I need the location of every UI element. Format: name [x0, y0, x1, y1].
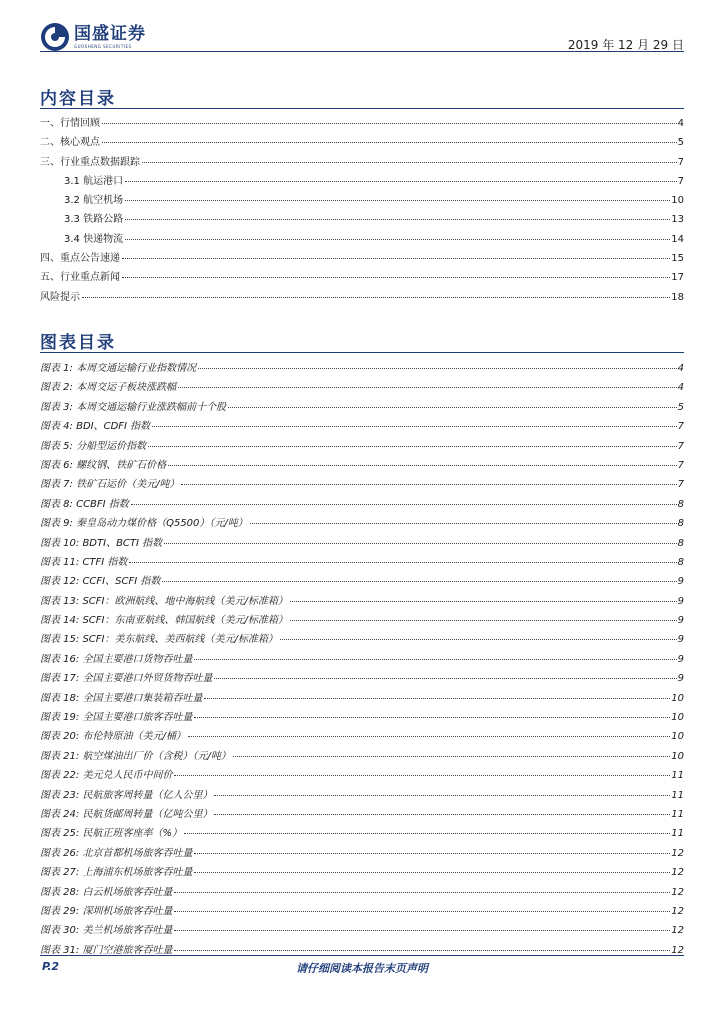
- figure-entry-label: 图表 30: 美兰机场旅客吞吐量: [40, 925, 173, 937]
- figure-entry-page: 9: [677, 576, 684, 588]
- figure-entry[interactable]: [40, 359, 684, 378]
- figure-entry-page: 9: [677, 634, 684, 646]
- contents-list: [40, 114, 684, 307]
- dot-leader: [148, 446, 677, 447]
- toc-entry[interactable]: [40, 288, 684, 307]
- toc-entry-page: 7: [677, 156, 684, 168]
- figure-entry-label: 图表 27: 上海浦东机场旅客吞吐量: [40, 867, 193, 879]
- figure-entry-label: 图表 28: 白云机场旅客吞吐量: [40, 886, 173, 898]
- figure-entry-page: 11: [671, 828, 684, 840]
- figure-entry-label: 图表 11: CTFI 指数: [40, 556, 128, 568]
- logo-subtitle: GUOSHENG SECURITIES: [74, 44, 132, 49]
- figure-entry[interactable]: [40, 766, 684, 785]
- dot-leader: [194, 853, 670, 854]
- figure-entry-page: 5: [677, 401, 684, 413]
- figure-entry[interactable]: [40, 689, 684, 708]
- footer-divider: [40, 955, 684, 956]
- dot-leader: [122, 277, 670, 278]
- figure-entry-page: 8: [677, 556, 684, 568]
- figure-entry-page: 10: [671, 750, 684, 762]
- toc-subentry[interactable]: [40, 191, 684, 210]
- figure-entry[interactable]: [40, 941, 684, 960]
- figure-entry-page: 12: [671, 867, 684, 879]
- toc-entry-page: 14: [671, 233, 684, 245]
- dot-leader: [125, 219, 670, 220]
- figure-entry-label: 图表 18: 全国主要港口集装箱吞吐量: [40, 692, 203, 704]
- dot-leader: [125, 181, 677, 182]
- figure-entry-page: 8: [677, 518, 684, 530]
- toc-entry-page: 5: [677, 137, 684, 149]
- figure-entry[interactable]: [40, 553, 684, 572]
- figure-entry[interactable]: [40, 514, 684, 533]
- figure-entry-label: 图表 25: 民航正班客座率（%）: [40, 828, 182, 840]
- figure-entry[interactable]: [40, 437, 684, 456]
- figure-entry-label: 图表 16: 全国主要港口货物吞吐量: [40, 653, 193, 665]
- figure-entry-label: 图表 20: 布伦特原油（美元/桶）: [40, 731, 186, 743]
- figure-entry[interactable]: [40, 378, 684, 397]
- figure-entry-label: 图表 31: 厦门空港旅客吞吐量: [40, 944, 173, 956]
- figure-entry-label: 图表 24: 民航货邮周转量（亿吨公里）: [40, 808, 213, 820]
- figure-entry-page: 12: [671, 905, 684, 917]
- figure-entry-page: 8: [677, 498, 684, 510]
- figure-entry-page: 10: [671, 731, 684, 743]
- figure-entry[interactable]: [40, 475, 684, 494]
- figure-entry[interactable]: [40, 417, 684, 436]
- figure-entry-page: 7: [677, 459, 684, 471]
- figure-entry-label: 图表 2: 本周交运子板块涨跌幅: [40, 382, 177, 394]
- figure-entry[interactable]: [40, 708, 684, 727]
- figure-entry-label: 图表 1: 本周交通运输行业指数情况: [40, 363, 197, 374]
- toc-entry-page: 13: [671, 214, 684, 226]
- toc-entry[interactable]: [40, 114, 684, 133]
- figure-entry-page: 12: [671, 847, 684, 859]
- figure-entry-label: 图表 17: 全国主要港口外贸货物吞吐量: [40, 673, 213, 685]
- figure-entry-page: 9: [677, 673, 684, 685]
- dot-leader: [125, 200, 670, 201]
- dot-leader: [131, 504, 677, 505]
- figure-entry[interactable]: [40, 650, 684, 669]
- figure-entry[interactable]: [40, 805, 684, 824]
- dot-leader: [214, 678, 676, 679]
- dot-leader: [162, 581, 676, 582]
- figure-entry-page: 11: [671, 770, 684, 782]
- dot-leader: [290, 601, 677, 602]
- figure-entry-page: 10: [671, 712, 684, 724]
- report-date: 2019 年 12 月 29 日: [567, 38, 684, 52]
- figure-entry-page: 12: [671, 925, 684, 937]
- figures-list: [40, 359, 684, 960]
- figure-entry-label: 图表 4: BDI、CDFI 指数: [40, 421, 151, 433]
- toc-entry-label: 五、行业重点新闻: [40, 272, 120, 284]
- toc-entry-label: 3.2 航空机场: [64, 195, 124, 207]
- dot-leader: [250, 523, 677, 524]
- toc-subentry[interactable]: [40, 210, 684, 229]
- figure-entry-label: 图表 21: 航空煤油出厂价（含税）（元/吨）: [40, 750, 231, 762]
- figure-entry[interactable]: [40, 456, 684, 475]
- figure-entry[interactable]: [40, 495, 684, 514]
- figure-entry-label: 图表 5: 分船型运价指数: [40, 440, 147, 452]
- figure-entry-page: 4: [677, 382, 684, 394]
- figure-entry-label: 图表 7: 铁矿石运价（美元/吨）: [40, 479, 180, 491]
- figure-entry[interactable]: [40, 630, 684, 649]
- dot-leader: [102, 142, 677, 143]
- figure-entry-label: 图表 6: 螺纹钢、铁矿石价格: [40, 459, 167, 471]
- figure-entry-page: 12: [671, 944, 684, 956]
- figure-entry[interactable]: [40, 727, 684, 746]
- dot-leader: [198, 368, 677, 369]
- dot-leader: [233, 756, 670, 757]
- dot-leader: [174, 775, 670, 776]
- company-logo: [40, 22, 146, 52]
- dot-leader: [194, 717, 670, 718]
- dot-leader: [184, 833, 670, 834]
- figure-entry[interactable]: [40, 611, 684, 630]
- dot-leader: [194, 659, 676, 660]
- figure-entry[interactable]: [40, 921, 684, 940]
- dot-leader: [102, 123, 677, 124]
- figure-entry-page: 8: [677, 537, 684, 549]
- toc-entry-page: 7: [677, 175, 684, 187]
- figures-title-divider: [40, 352, 684, 353]
- figure-entry[interactable]: [40, 669, 684, 688]
- figure-entry-page: 7: [677, 479, 684, 491]
- toc-entry-label: 一、行情回顾: [40, 118, 100, 129]
- figure-entry[interactable]: [40, 824, 684, 843]
- dot-leader: [164, 543, 676, 544]
- figure-entry[interactable]: [40, 883, 684, 902]
- figure-entry[interactable]: [40, 572, 684, 591]
- figure-entry-label: 图表 14: SCFI：东南亚航线、韩国航线（美元/标准箱）: [40, 615, 288, 627]
- dot-leader: [181, 484, 676, 485]
- dot-leader: [214, 795, 670, 796]
- dot-leader: [152, 426, 676, 427]
- dot-leader: [204, 698, 670, 699]
- dot-leader: [174, 930, 670, 931]
- dot-leader: [174, 950, 670, 951]
- figure-entry-label: 图表 23: 民航旅客周转量（亿人公里）: [40, 789, 213, 801]
- figure-entry-page: 10: [671, 692, 684, 704]
- figure-entry-label: 图表 22: 美元兑人民币中间价: [40, 770, 173, 782]
- dot-leader: [142, 162, 677, 163]
- figure-entry-page: 7: [677, 440, 684, 452]
- figure-entry-page: 4: [677, 363, 684, 374]
- dot-leader: [174, 892, 670, 893]
- figure-entry-label: 图表 8: CCBFI 指数: [40, 498, 129, 510]
- toc-entry[interactable]: [40, 268, 684, 287]
- toc-entry-page: 15: [671, 253, 684, 265]
- dot-leader: [178, 387, 677, 388]
- toc-entry-label: 3.1 航运港口: [64, 175, 124, 187]
- toc-title: 内容目录: [40, 89, 116, 109]
- disclaimer-note: 请仔细阅读本报告末页声明: [296, 962, 428, 975]
- toc-entry[interactable]: [40, 249, 684, 268]
- toc-entry-label: 二、核心观点: [40, 137, 100, 149]
- dot-leader: [122, 258, 670, 259]
- dot-leader: [280, 639, 677, 640]
- figure-entry[interactable]: [40, 398, 684, 417]
- toc-entry-label: 三、行业重点数据跟踪: [40, 156, 140, 168]
- figure-entry-label: 图表 12: CCFI、SCFI 指数: [40, 576, 161, 588]
- figure-entry-page: 9: [677, 615, 684, 627]
- dot-leader: [125, 239, 670, 240]
- figure-entry-label: 图表 3: 本周交通运输行业涨跌幅前十个股: [40, 401, 227, 413]
- figure-entry-label: 图表 13: SCFI：欧洲航线、地中海航线（美元/标准箱）: [40, 595, 288, 607]
- figure-entry-page: 11: [671, 808, 684, 820]
- figure-entry-label: 图表 19: 全国主要港口旅客吞吐量: [40, 712, 193, 724]
- dot-leader: [194, 872, 670, 873]
- figures-title: 图表目录: [40, 333, 116, 353]
- figure-entry[interactable]: [40, 844, 684, 863]
- figure-entry[interactable]: [40, 592, 684, 611]
- header-divider: [40, 51, 684, 52]
- dot-leader: [168, 465, 677, 466]
- figure-entry-page: 9: [677, 653, 684, 665]
- dot-leader: [214, 814, 670, 815]
- dot-leader: [228, 407, 677, 408]
- dot-leader: [82, 297, 670, 298]
- figure-entry[interactable]: [40, 863, 684, 882]
- figure-entry-page: 12: [671, 886, 684, 898]
- toc-entry-label: 四、重点公告速递: [40, 253, 120, 265]
- figure-entry-label: 图表 29: 深圳机场旅客吞吐量: [40, 905, 173, 917]
- toc-entry-page: 10: [671, 195, 684, 207]
- figure-entry-page: 7: [677, 421, 684, 433]
- toc-title-divider: [40, 108, 684, 109]
- figure-entry[interactable]: [40, 534, 684, 553]
- logo-name: 国盛证券: [74, 24, 146, 44]
- figure-entry[interactable]: [40, 902, 684, 921]
- figure-entry-page: 11: [671, 789, 684, 801]
- page-number: P.2: [42, 960, 60, 973]
- toc-entry-page: 18: [671, 291, 684, 303]
- toc-entry-label: 3.4 快递物流: [64, 233, 124, 245]
- figure-entry-page: 9: [677, 595, 684, 607]
- logo-icon: [40, 22, 70, 52]
- dot-leader: [290, 620, 677, 621]
- figure-entry-label: 图表 9: 秦皇岛动力煤价格（Q5500）（元/吨）: [40, 518, 248, 530]
- dot-leader: [188, 736, 670, 737]
- toc-entry-page: 17: [671, 272, 684, 284]
- toc-subentry[interactable]: [40, 172, 684, 191]
- figure-entry[interactable]: [40, 747, 684, 766]
- figure-entry-label: 图表 26: 北京首都机场旅客吞吐量: [40, 847, 193, 859]
- toc-entry-label: 风险提示: [40, 291, 80, 303]
- toc-subentry[interactable]: [40, 230, 684, 249]
- toc-entry-page: 4: [677, 118, 684, 129]
- toc-entry[interactable]: [40, 133, 684, 152]
- dot-leader: [129, 562, 676, 563]
- toc-entry-label: 3.3 铁路公路: [64, 214, 124, 226]
- figure-entry-label: 图表 10: BDTI、BCTI 指数: [40, 537, 163, 549]
- toc-entry[interactable]: [40, 153, 684, 172]
- figure-entry-label: 图表 15: SCFI：美东航线、美西航线（美元/标准箱）: [40, 634, 278, 646]
- dot-leader: [174, 911, 670, 912]
- figure-entry[interactable]: [40, 786, 684, 805]
